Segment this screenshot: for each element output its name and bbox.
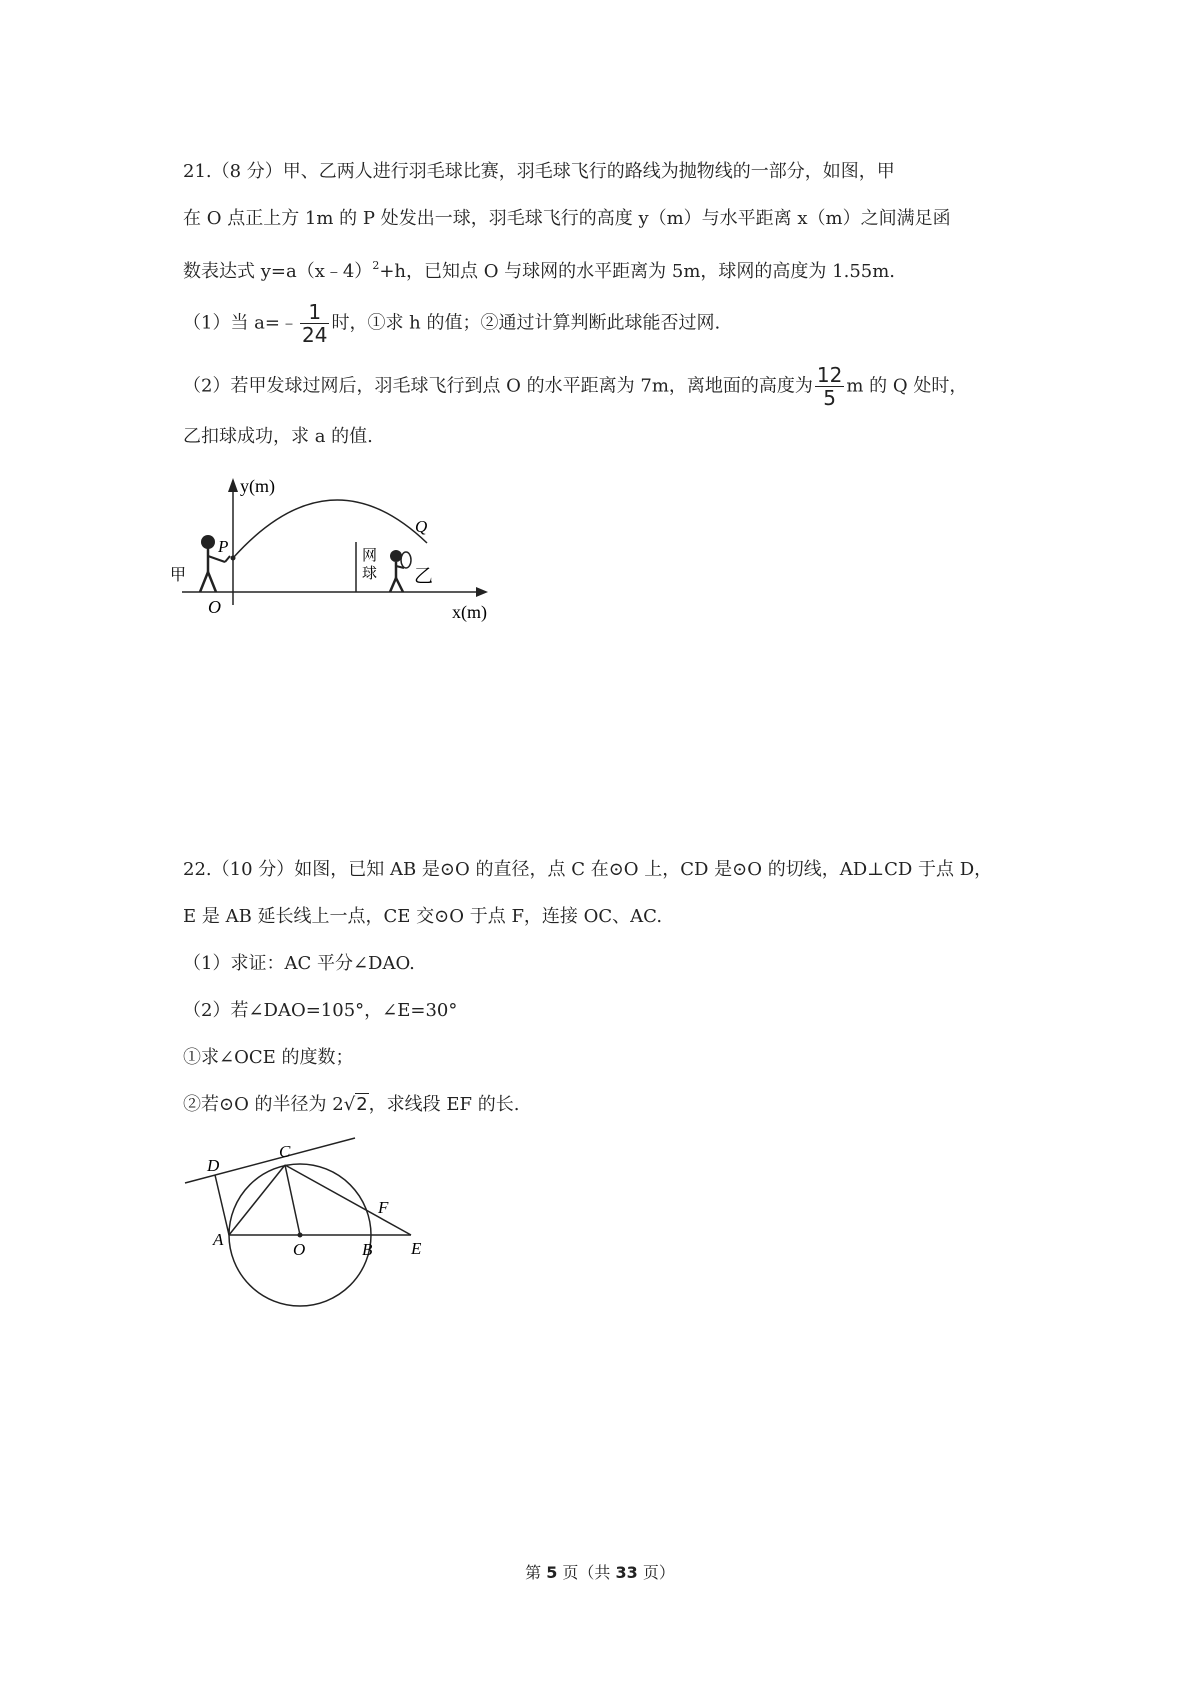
q22-sub-1: ①求∠OCE 的度数； [183,1047,354,1068]
footer-page-number: 5 [546,1563,558,1582]
segment-ad [215,1175,229,1235]
q22-sub-2 [183,1093,519,1117]
q21-line-3-b: +h，已知点 O 与球网的水平距离为 5m，球网的高度为 1.55m. [379,261,896,282]
q22-line-2: E 是 AB 延长线上一点，CE 交⊙O 于点 F，连接 OC、AC. [183,906,663,927]
player-b-icon [390,550,411,592]
q22-part-1: （1）求证：AC 平分∠DAO. [183,953,415,974]
q21-line-2: 在 O 点正上方 1m 的 P 处发出一球，羽毛球飞行的高度 y（m）与水平距离 x（m）之间满足函 [183,208,951,229]
q22-sqrt-radicand: 2 [356,1094,368,1115]
label-c: C [279,1142,291,1161]
q21-part-2-cont: 乙扣球成功，求 a 的值. [183,426,373,447]
origin-label: O [208,597,221,617]
q21-part-2-a: （2）若甲发球过网后，羽毛球飞行到点 O 的水平距离为 7m，离地面的高度为 [183,375,813,397]
label-o: O [293,1240,306,1259]
net-label-1: 网 [362,548,378,564]
q21-line-1: 21.（8 分）甲、乙两人进行羽毛球比赛，羽毛球飞行的路线为抛物线的一部分，如图，甲 [183,161,895,182]
q21-part-2-b: m 的 Q 处时， [846,375,968,397]
point-q-label: Q [415,517,428,536]
label-f: F [378,1198,389,1217]
label-a: A [213,1230,224,1249]
label-e: E [411,1239,422,1258]
q22-sub-2-b: ，求线段 EF 的长. [368,1094,520,1115]
label-d: D [207,1156,220,1175]
y-axis-arrow-icon [228,478,238,492]
player-a-label: 甲 [170,567,187,584]
q21-line-3-a: 数表达式 y=a（x﹣4） [183,261,373,282]
q21-fraction-height [815,364,844,409]
q21-fraction-a-num: 1 [300,301,329,324]
q21-exponent: 2 [372,259,380,272]
net-label-2: 球 [362,566,378,582]
player-b-label: 乙 [414,566,434,587]
point-p [231,556,236,561]
q21-part-1-a: （1）当 a=﹣ [183,312,298,334]
x-axis-arrow-icon [476,587,488,597]
q21-fraction-height-den: 5 [823,386,836,410]
footer-suffix: 页） [637,1563,675,1582]
footer-total-pages: 33 [615,1563,638,1582]
label-b: B [362,1240,373,1259]
footer-middle: 页（共 [557,1563,616,1582]
footer-prefix: 第 [525,1563,547,1582]
segment-oc [285,1165,300,1235]
center-dot [298,1233,303,1238]
q21-line-3 [183,254,895,284]
q21-part-1 [183,301,720,346]
q21-part-2 [183,364,967,409]
q21-part-1-b: 时，①求 h 的值；②通过计算判断此球能否过网. [331,312,721,334]
q22-part-2: （2）若∠DAO=105°，∠E=30° [183,1000,458,1021]
point-p-label: P [218,537,229,556]
segment-ce [285,1165,411,1235]
q22-figure [175,1125,435,1315]
y-axis-label: y(m) [240,476,275,496]
x-axis-label: x(m) [452,602,487,622]
shuttle-trajectory [233,500,427,558]
q21-fraction-height-num: 12 [816,363,843,387]
q22-line-1: 22.（10 分）如图，已知 AB 是⊙O 的直径，点 C 在⊙O 上，CD 是⊙O 的切线，AD⊥CD 于点 D， [183,859,993,880]
q21-fraction-a-den: 24 [302,323,328,347]
q22-sub-2-a: ②若⊙O 的半径为 2 [183,1094,344,1115]
q21-fraction-a [300,301,329,346]
page-footer [0,1560,1200,1583]
q21-figure [170,470,510,630]
q22-sqrt: √2 [343,1094,368,1115]
